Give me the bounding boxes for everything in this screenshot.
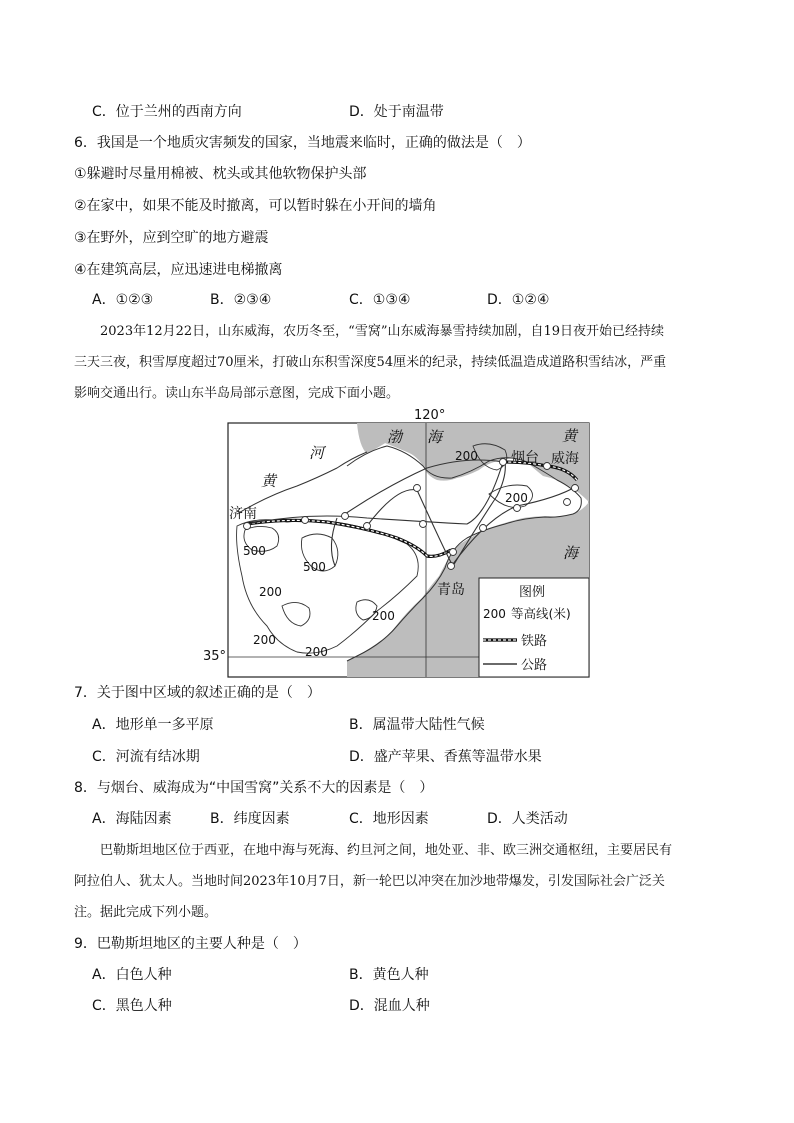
- legend-railway-label: 铁路: [521, 634, 548, 649]
- contour-value: 200: [455, 449, 478, 463]
- q7-option-b: B．属温带大陆性气候: [349, 717, 485, 733]
- q9-option-d: D．混血人种: [349, 998, 430, 1014]
- q6-statement-1: ①躲避时尽量用棉被、枕头或其他软物保护头部: [74, 166, 367, 182]
- q6-statement-4: ④在建筑高层，应迅速进电梯撤离: [74, 262, 283, 278]
- contour-value: 500: [303, 560, 326, 574]
- passage-1: [74, 316, 724, 409]
- passage-1-line-1: 2023年12月22日，山东威海，农历冬至，“雪窝”山东威海暴雪持续加剧，自19日夜开始已经持续: [100, 324, 665, 339]
- q7-option-c: C．河流有结冰期: [92, 749, 200, 765]
- q6-option-a: A．①②③: [92, 292, 154, 308]
- city-label-qingdao: 青岛: [437, 582, 465, 598]
- sea-label-bo: 渤: [387, 428, 403, 446]
- q6-statement-3: ③在野外，应到空旷的地方避震: [74, 230, 269, 246]
- q8-option-a: A．海陆因素: [92, 811, 172, 827]
- passage-2-line-1: 巴勒斯坦地区位于西亚，在地中海与死海、约旦河之间，地处亚、非、欧三洲交通枢纽，主要居民有: [100, 843, 673, 858]
- shandong-peninsula-map: [227, 406, 590, 678]
- city-label-yantai: 烟台: [511, 450, 539, 466]
- contour-value: 200: [372, 609, 395, 623]
- city-label-weihai-top: 威海: [551, 451, 579, 467]
- question-6-stem: 6．我国是一个地质灾害频发的国家，当地震来临时，正确的做法是（ ）: [74, 135, 531, 151]
- q6-statement-2: ②在家中，如果不能及时撤离，可以暂时躲在小开间的墙角: [74, 198, 437, 214]
- q6-option-d: D．①②④: [487, 292, 550, 308]
- passage-1-line-2: 三天三夜，积雪厚度超过70厘米，打破山东积雪深度54厘米的纪录，持续低温造成道路积雪结冰，严重: [74, 355, 667, 370]
- contour-value: 200: [305, 645, 328, 659]
- longitude-label: 120°: [414, 408, 446, 423]
- passage-1-line-3: 影响交通出行。读山东半岛局部示意图，完成下面小题。: [74, 386, 400, 401]
- q7-option-a: A．地形单一多平原: [92, 717, 214, 733]
- city-label-jinan: 济南: [229, 506, 257, 522]
- legend-road-label: 公路: [521, 658, 548, 673]
- q8-option-d: D．人类活动: [487, 811, 568, 827]
- q5-option-d: D．处于南温带: [349, 104, 444, 120]
- river-label-he: 河: [309, 444, 325, 462]
- q8-option-c: C．地形因素: [349, 811, 429, 827]
- contour-value: 200: [259, 585, 282, 599]
- passage-2-line-2: 阿拉伯人、犹太人。当地时间2023年10月7日，新一轮巴以冲突在加沙地带爆发，引发国际社会广泛关: [74, 874, 665, 889]
- question-7-stem: 7．关于图中区域的叙述正确的是（ ）: [74, 685, 321, 701]
- legend-contour-value: 200: [483, 607, 506, 621]
- legend-title: 图例: [519, 585, 546, 600]
- latitude-label-35: 35°: [203, 649, 227, 664]
- q9-option-b: B．黄色人种: [349, 967, 429, 983]
- q6-option-c: C．①③④: [349, 292, 411, 308]
- q9-option-a: A．白色人种: [92, 967, 172, 983]
- q5-option-c: C．位于兰州的西南方向: [92, 104, 242, 120]
- q9-option-c: C．黑色人种: [92, 998, 172, 1014]
- contour-value: 500: [243, 544, 266, 558]
- river-label-huang: 黄: [261, 472, 277, 490]
- question-9-stem: 9．巴勒斯坦地区的主要人种是（ ）: [74, 936, 307, 952]
- q8-option-b: B．纬度因素: [210, 811, 290, 827]
- contour-value: 200: [505, 491, 528, 505]
- legend-contour-label: 等高线(米): [511, 606, 571, 621]
- sea-label-hai-1: 海: [427, 428, 443, 446]
- sea-label-hai-2: 海: [563, 544, 579, 562]
- question-8-stem: 8．与烟台、威海成为“中国雪窝”关系不大的因素是（ ）: [74, 780, 434, 796]
- q7-option-d: D．盛产苹果、香蕉等温带水果: [349, 749, 542, 765]
- sea-label-huang: 黄: [562, 427, 578, 445]
- q6-option-b: B．②③④: [210, 292, 272, 308]
- contour-value: 200: [253, 633, 276, 647]
- passage-2: [74, 835, 724, 928]
- passage-2-line-3: 注。据此完成下列小题。: [74, 905, 218, 920]
- map-legend: [479, 578, 589, 677]
